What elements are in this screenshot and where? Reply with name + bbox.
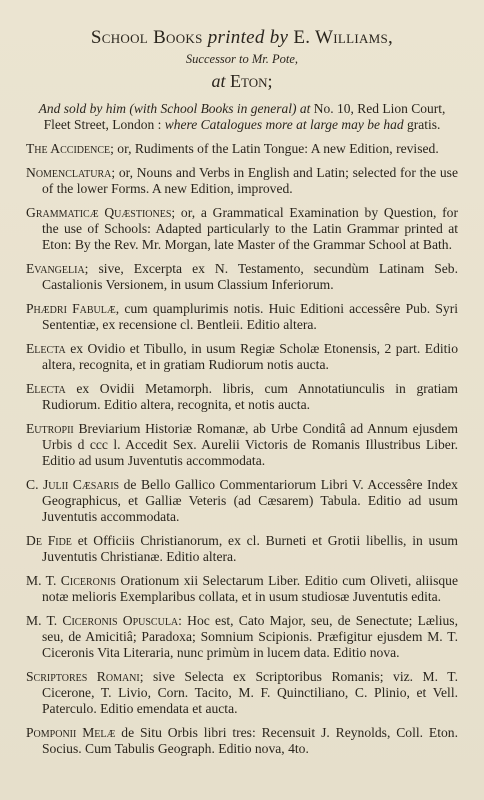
book-entry bbox=[26, 477, 458, 525]
book-title: Phædri Fabulæ bbox=[26, 301, 116, 316]
book-description: , cum quamplurimis notis. Huic Editioni accessêre Pub. Syri Sententiæ, ex recensione cl. Bentleii. Editio altera. bbox=[42, 301, 459, 332]
title-printer-name: E. Williams, bbox=[293, 27, 394, 48]
book-description: ; sive Selecta ex Scriptoribus Romanis; viz. M. T. Cicerone, T. Livio, Corn. Tacito, M. F. Quinctiliano, C. Plinio, et Vell. Paterculo. Editio emendata et aucta. bbox=[42, 669, 458, 716]
sold-part-1: And sold by him (with School Books in general) at bbox=[38, 101, 311, 116]
book-title: Nomenclatura bbox=[26, 165, 112, 180]
book-title: Evangelia bbox=[26, 261, 85, 276]
book-description: : Hoc est, Cato Major, seu, de Senectute; Lælius, seu, de Amicitiâ; Paradoxa; Somnium Scipionis. Præfigitur ejusdem M. T. Ciceronis Vita Literaria, nunc primùm in lucem data. Editio nova. bbox=[42, 613, 458, 660]
book-entry bbox=[26, 205, 458, 253]
location-at: at bbox=[211, 71, 226, 91]
book-description: de Situ Orbis libri tres: Recensuit J. Reynolds, Coll. Eton. Socius. Cum Tabulis Geograph. Editio nova, 4to. bbox=[42, 725, 458, 756]
main-title bbox=[26, 26, 458, 50]
advertisement-header bbox=[26, 26, 458, 93]
sold-by-notice bbox=[26, 101, 458, 133]
book-description: ; sive, Excerpta ex N. Testamento, secundùm Latinam Seb. Castalionis Versionem, in usum Classium Inferiorum. bbox=[42, 261, 458, 292]
book-title: De Fide bbox=[26, 533, 72, 548]
book-entry bbox=[26, 725, 458, 757]
book-entry bbox=[26, 261, 458, 293]
successor-line: Successor to Mr. Pote, bbox=[185, 52, 299, 66]
book-description: et Officiis Christianorum, ex cl. Burneti et Grotii libellis, in usum Juventutis Christianæ. Editio altera. bbox=[42, 533, 458, 564]
book-entry bbox=[26, 165, 458, 197]
sold-part-2: No. 10, Red Lion Court, Fleet Street, London : bbox=[43, 101, 446, 132]
book-entry bbox=[26, 381, 458, 413]
book-description: ; or, a Grammatical Examination by Question, for the use of Schools: Adapted particularly to the Latin Grammar printed at Eton: By the Rev. Mr. Morgan, late Master of the Grammar School at Bath. bbox=[42, 205, 458, 252]
book-entry bbox=[26, 141, 458, 157]
book-description: Breviarium Historiæ Romanæ, ab Urbe Conditâ ad Annum ejusdem Urbis d ccc l. Accedit Sex. Aurelii Victoris de Romanis Illustribus Liber. Editio ad usum Juventutis accommodata. bbox=[42, 421, 458, 468]
book-title: The Accidence bbox=[26, 141, 111, 156]
book-entry bbox=[26, 613, 458, 661]
location-place: Eton; bbox=[230, 71, 273, 91]
book-list bbox=[26, 141, 458, 757]
book-description: Orationum xii Selectarum Liber. Editio cum Oliveti, aliisque notæ melioris Exemplaribus collata, et in usum studiosæ Juventutis edita. bbox=[42, 573, 458, 604]
title-school-books: School Books bbox=[90, 27, 203, 48]
book-title: Pomponii Melæ bbox=[26, 725, 116, 740]
book-description: de Bello Gallico Commentariorum Libri V. Accessêre Index Geographicus, et Galliæ Veteris (ad Cæsarem) Tabula. Editio ad usum Juventutis accommodata. bbox=[42, 477, 458, 524]
book-entry bbox=[26, 669, 458, 717]
book-entry bbox=[26, 573, 458, 605]
book-title: Scriptores Romani bbox=[26, 669, 140, 684]
title-printed-by: printed by bbox=[207, 27, 289, 48]
book-description: ; or, Nouns and Verbs in English and Latin; selected for the use of the lower Forms. A new Edition, improved. bbox=[42, 165, 458, 196]
book-title: M. T. Ciceronis Opuscula bbox=[26, 613, 179, 628]
location-line bbox=[26, 69, 458, 93]
book-title: M. T. Ciceronis bbox=[26, 573, 116, 588]
book-entry bbox=[26, 421, 458, 469]
book-entry bbox=[26, 533, 458, 565]
book-description: ; or, Rudiments of the Latin Tongue: A new Edition, revised. bbox=[110, 141, 439, 156]
book-title: Electa bbox=[26, 381, 66, 396]
book-title: Grammaticæ Quæstiones bbox=[26, 205, 172, 220]
book-title: C. Julii Cæsaris bbox=[26, 477, 120, 492]
book-title: Electa bbox=[26, 341, 66, 356]
sold-part-3: where Catalogues more at large may be had bbox=[164, 117, 404, 132]
book-entry bbox=[26, 301, 458, 333]
book-description: ex Ovidii Metamorph. libris, cum Annotatiunculis in gratiam Rudiorum. Editio altera, recognita, et notis aucta. bbox=[42, 381, 458, 412]
sold-part-4: gratis. bbox=[406, 117, 441, 132]
book-entry bbox=[26, 341, 458, 373]
book-title: Eutropii bbox=[26, 421, 74, 436]
book-description: ex Ovidio et Tibullo, in usum Regiæ Scholæ Etonensis, 2 part. Editio altera, recognita, et in gratiam Rudiorum notis aucta. bbox=[42, 341, 458, 372]
